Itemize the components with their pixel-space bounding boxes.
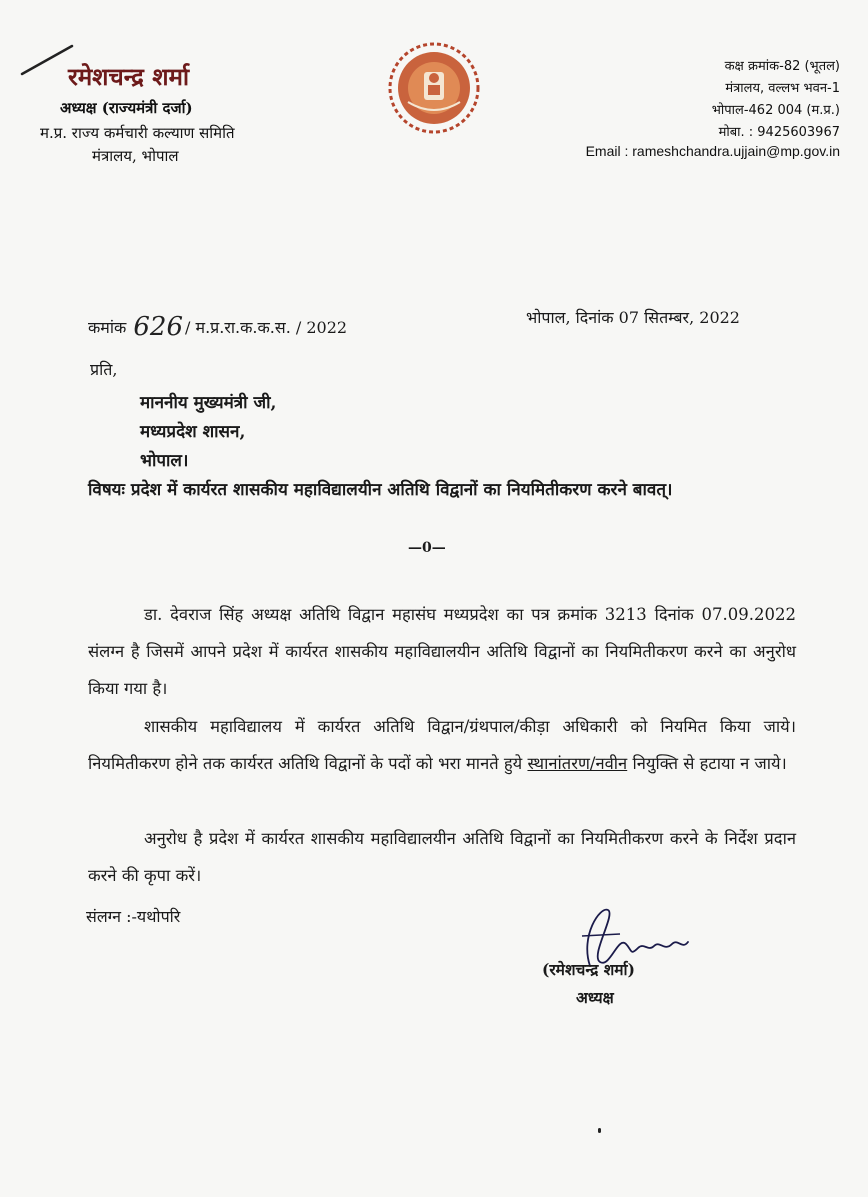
- address-room: कक्ष क्रमांक-82 (भूतल): [724, 59, 840, 74]
- madhya-pradesh-emblem-icon: [388, 42, 480, 134]
- letter-date: भोपाल, दिनांक 07 सितम्बर, 2022: [526, 308, 740, 327]
- enclosure-note: संलग्न :-यथोपरि: [86, 907, 181, 926]
- divider: —0—: [408, 540, 446, 556]
- recipient-line-2: मध्यप्रदेश शासन,: [140, 422, 246, 442]
- reference-number: 626: [133, 312, 184, 342]
- recipient-line-1: माननीय मुख्यमंत्री जी,: [140, 393, 277, 413]
- to-label: प्रति,: [90, 360, 118, 379]
- body-paragraph-3: अनुरोध है प्रदेश में कार्यरत शासकीय महाविद्यालयीन अतिथि विद्वानों का नियमितीकरण करने के निर्देश प्रदान करने की कृपा करें।: [88, 829, 796, 885]
- body-paragraph-2: [88, 708, 796, 782]
- sender-office: मंत्रालय, भोपाल: [92, 147, 179, 165]
- stray-mark: [598, 1128, 601, 1133]
- sender-committee: म.प्र. राज्य कर्मचारी कल्याण समिति: [40, 124, 235, 142]
- address-email: Email : rameshchandra.ujjain@mp.gov.in: [585, 143, 840, 159]
- signatory-title: अध्यक्ष: [576, 988, 614, 1007]
- address-building: मंत्रालय, वल्लभ भवन-1: [725, 81, 840, 96]
- body-paragraph-2-underlined: स्थानांतरण/नवीन: [527, 754, 628, 773]
- sender-designation: अध्यक्ष (राज्यमंत्री दर्जा): [60, 99, 193, 117]
- reference-prefix: कमांक: [88, 318, 127, 337]
- body-paragraph-2-text-b: नियुक्ति से हटाया न जाये।: [627, 754, 787, 773]
- sender-name: रमेशचन्द्र शर्मा: [68, 62, 190, 91]
- signatory-name: (रमेशचन्द्र शर्मा): [542, 960, 635, 979]
- body-paragraph-2-text-a: शासकीय महाविद्यालय में कार्यरत अतिथि विद्वान/ग्रंथपाल/कीड़ा अधिकारी को नियमित किया जाये। नियमितीकरण होने तक कार्यरत अतिथि विद्वानों के पदों को भरा मानते हुये: [88, 717, 796, 773]
- body-paragraph-1: डा. देवराज सिंह अध्यक्ष अतिथि विद्वान महासंघ मध्यप्रदेश का पत्र क्रमांक 3213 दिनांक 07.09.2022 संलग्न है जिसमें आपने प्रदेश में कार्यरत शासकीय महाविद्यालयीन अतिथि विद्वानों का नियमितीकरण करने का अनुरोध किया गया है।: [88, 605, 796, 698]
- subject-line: विषयः प्रदेश में कार्यरत शासकीय महाविद्यालयीन अतिथि विद्वानों का नियमितीकरण करने बावत्।: [88, 480, 673, 500]
- address-city: भोपाल-462 004 (म.प्र.): [711, 103, 840, 118]
- reference-line: [88, 312, 347, 342]
- recipient-line-3: भोपाल।: [140, 451, 189, 471]
- address-mobile: मोबा. : 9425603967: [718, 125, 840, 140]
- reference-suffix: / म.प्र.रा.क.क.स. / 2022: [185, 318, 348, 337]
